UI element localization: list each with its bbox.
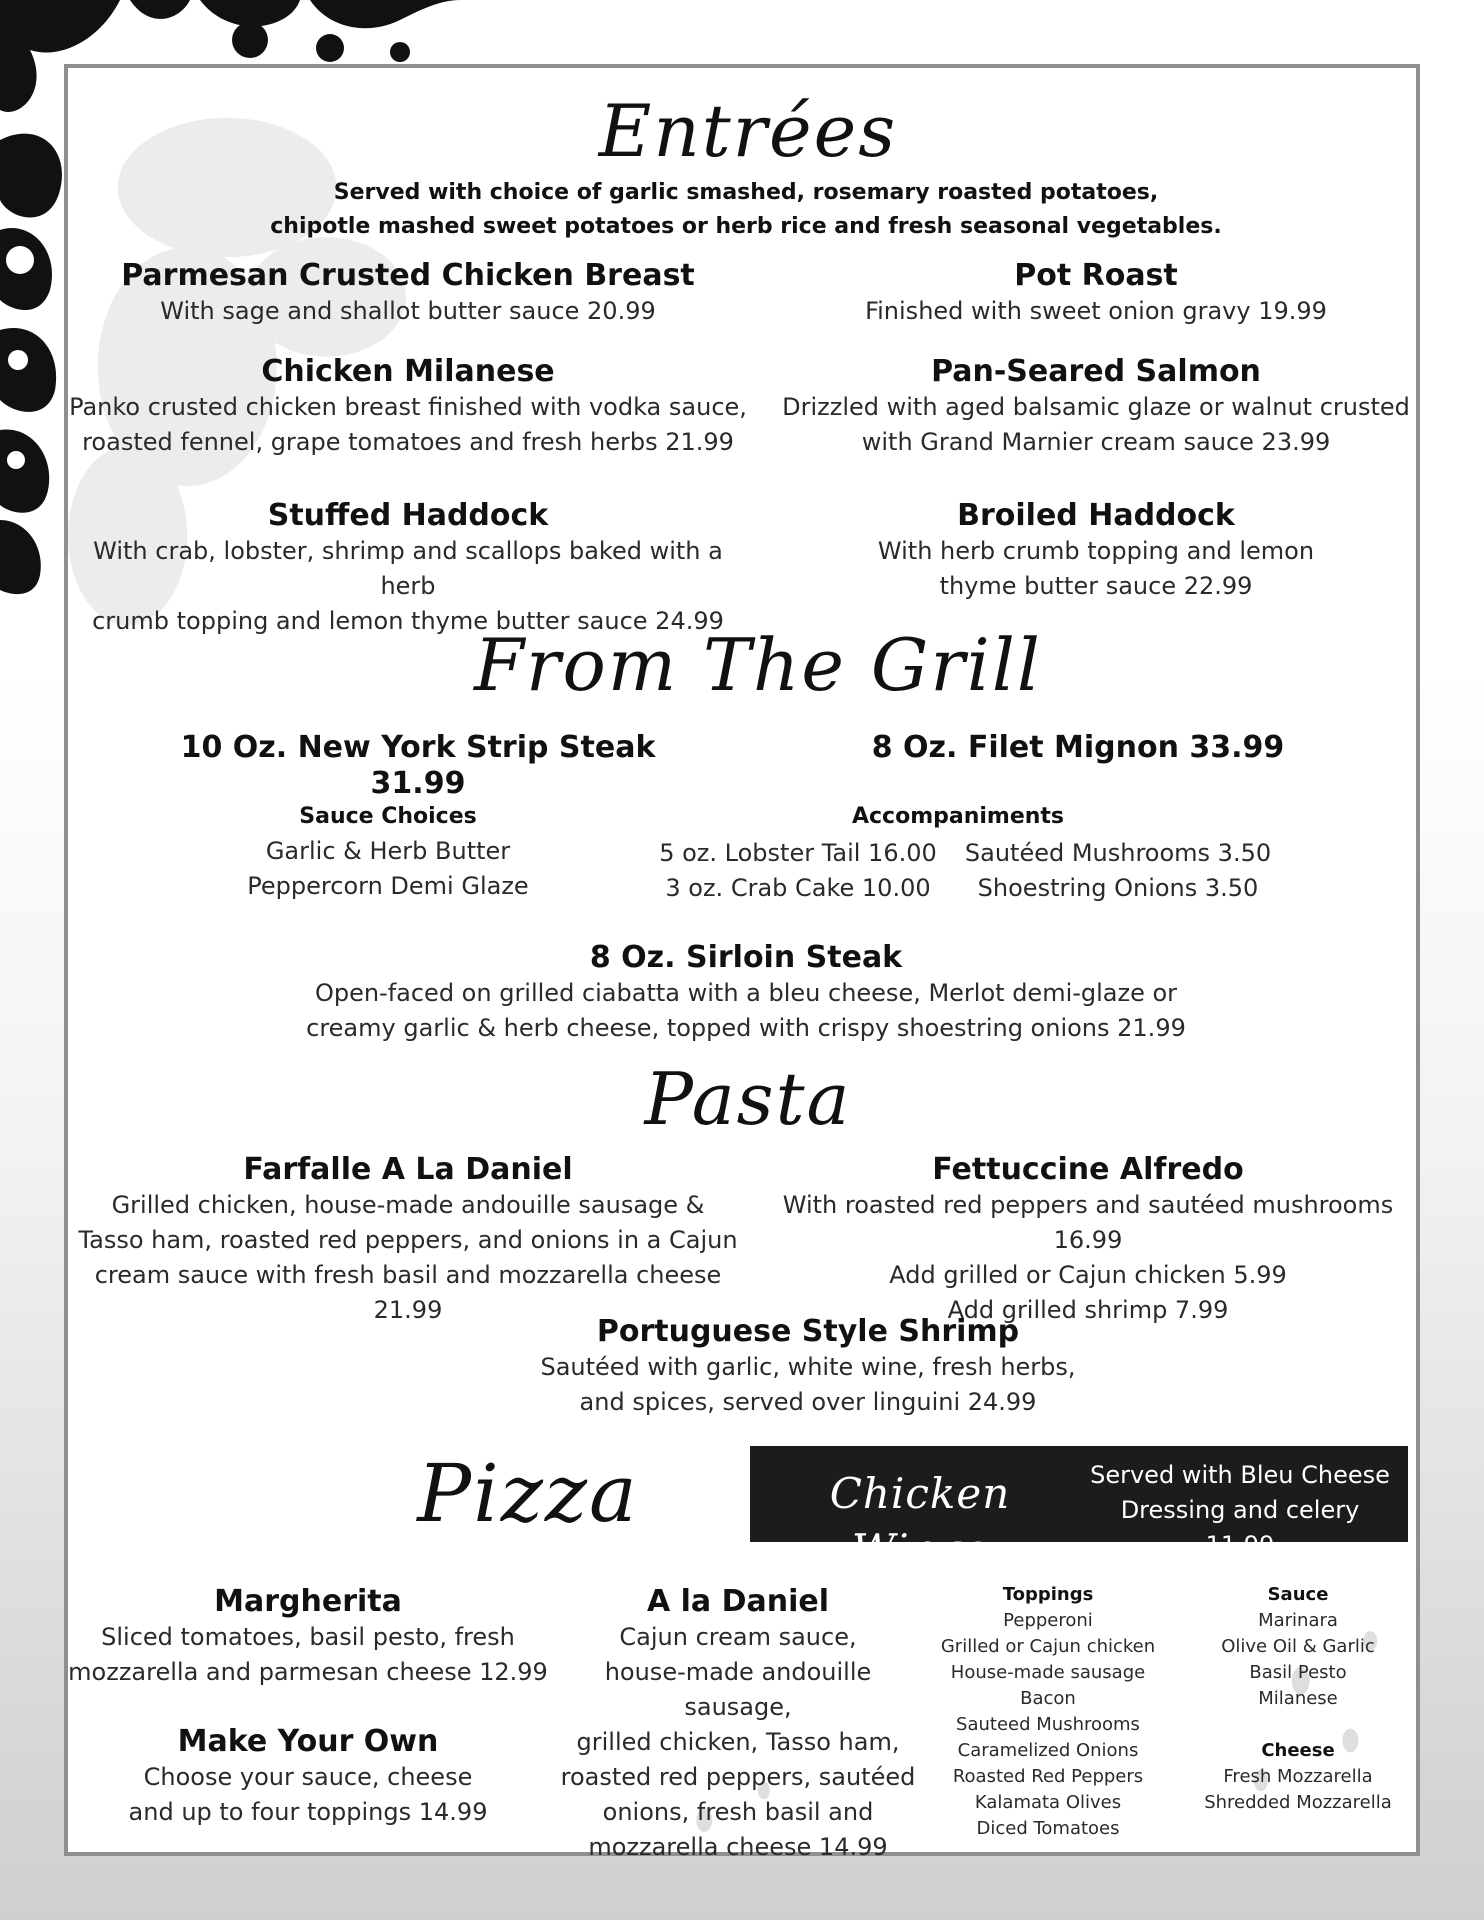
pasta-item-desc: cream sauce with fresh basil and mozzarella cheese 21.99: [94, 1261, 722, 1324]
chicken-wings-box: [750, 1446, 1408, 1574]
pizza-cheese-item: Fresh Mozzarella: [1223, 1766, 1373, 1787]
accompaniment: Shoestring Onions 3.50: [977, 874, 1259, 902]
entrees-intro-line2: chipotle mashed sweet potatoes or herb rice and fresh seasonal vegetables.: [270, 214, 1222, 239]
pizza-cheese-title: Cheese: [1261, 1740, 1335, 1761]
pasta-item: [758, 1152, 1418, 1328]
topping-item: Sauteed Mushrooms: [956, 1714, 1140, 1735]
pizza-item-desc: onions, fresh basil and: [602, 1798, 874, 1826]
entree-item-desc: with Grand Marnier cream sauce 23.99: [861, 428, 1331, 456]
entree-item-name: Parmesan Crusted Chicken Breast: [121, 258, 695, 293]
sauce-choice: Peppercorn Demi Glaze: [247, 872, 529, 900]
pasta-item: [68, 1152, 748, 1328]
pizza-item-desc: and up to four toppings 14.99: [128, 1798, 488, 1826]
pizza-item-desc: mozzarella and parmesan cheese 12.99: [68, 1658, 548, 1686]
pasta-item-desc: Sautéed with garlic, white wine, fresh herbs,: [540, 1353, 1076, 1381]
pasta-item-desc: Tasso ham, roasted red peppers, and onions in a Cajun: [78, 1226, 738, 1254]
topping-item: Roasted Red Peppers: [952, 1766, 1144, 1787]
entree-item-desc: With sage and shallot butter sauce 20.99: [160, 297, 656, 325]
pasta-item-name: Farfalle A La Daniel: [243, 1152, 573, 1187]
accompaniment: 5 oz. Lobster Tail 16.00: [659, 839, 937, 867]
pizza-item-desc: Cajun cream sauce,: [619, 1623, 857, 1651]
entree-item-name: Broiled Haddock: [957, 498, 1235, 533]
pasta-item-desc: Grilled chicken, house-made andouille sausage &: [111, 1191, 705, 1219]
pasta-item-name: Portuguese Style Shrimp: [596, 1314, 1020, 1349]
pizza-item: [68, 1724, 548, 1830]
pizza-item-name: Make Your Own: [177, 1724, 439, 1759]
entree-item-name: Chicken Milanese: [261, 354, 555, 389]
entree-item-desc: roasted fennel, grape tomatoes and fresh herbs 21.99: [82, 428, 734, 456]
entree-item-desc: Drizzled with aged balsamic glaze or walnut crusted: [782, 393, 1410, 421]
pasta-item-desc: Add grilled shrimp 7.99: [947, 1296, 1229, 1324]
accompaniment: Sautéed Mushrooms 3.50: [964, 839, 1272, 867]
menu-page: [64, 64, 1420, 1861]
pizza-sauce-item: Basil Pesto: [1249, 1662, 1347, 1683]
pizza-sauce-item: Marinara: [1258, 1610, 1338, 1631]
accompaniments-right: [948, 836, 1288, 906]
sauce-choice: Garlic & Herb Butter: [265, 837, 511, 865]
pizza-cheese-item: Shredded Mozzarella: [1204, 1792, 1392, 1813]
wings-heading: Chicken Wings: [829, 1469, 1011, 1574]
sirloin-desc: Open-faced on grilled ciabatta with a bleu cheese, Merlot demi-glaze or: [314, 979, 1178, 1007]
pasta-item: [408, 1314, 1208, 1420]
pizza-toppings: [928, 1582, 1168, 1842]
pizza-item-desc: house-made andouille sausage,: [604, 1658, 872, 1721]
entree-item-desc: With herb crumb topping and lemon: [877, 537, 1315, 565]
entree-item-desc: With crab, lobster, shrimp and scallops baked with a herb: [93, 537, 723, 600]
topping-item: House-made sausage: [950, 1662, 1146, 1683]
pasta-item-name: Fettuccine Alfredo: [932, 1152, 1244, 1187]
entree-item-name: Pan-Seared Salmon: [931, 354, 1261, 389]
pizza-sauce-item: Olive Oil & Garlic: [1221, 1636, 1375, 1657]
pizza-cheeses: [1178, 1738, 1418, 1816]
pizza-item-name: A la Daniel: [646, 1584, 830, 1619]
pizza-item-desc: roasted red peppers, sautéed: [560, 1763, 916, 1791]
topping-item: Diced Tomatoes: [976, 1818, 1120, 1839]
topping-item: Caramelized Onions: [957, 1740, 1139, 1761]
topping-item: Pepperoni: [1003, 1610, 1093, 1631]
entree-item-desc: Panko crusted chicken breast finished with vodka sauce,: [69, 393, 747, 421]
sauce-choices-title: Sauce Choices: [299, 804, 477, 829]
entrees-intro-line1: Served with choice of garlic smashed, rosemary roasted potatoes,: [333, 180, 1159, 205]
topping-item: Grilled or Cajun chicken: [940, 1636, 1156, 1657]
entree-item: [68, 258, 748, 329]
entree-item: [68, 354, 748, 460]
pizza-item: [68, 1584, 548, 1690]
entree-item-name: Stuffed Haddock: [267, 498, 549, 533]
accompaniment: 3 oz. Crab Cake 10.00: [665, 874, 931, 902]
wings-desc: Served with Bleu Cheese: [1090, 1461, 1390, 1489]
entree-item: [768, 498, 1424, 604]
entree-item-name: Pot Roast: [1014, 258, 1178, 293]
sirloin-item: [218, 940, 1274, 1046]
pizza-item-desc: Choose your sauce, cheese: [143, 1763, 473, 1791]
pizza-item: [548, 1584, 928, 1865]
entree-item-desc: thyme butter sauce 22.99: [939, 572, 1253, 600]
pizza-item-desc: Sliced tomatoes, basil pesto, fresh: [101, 1623, 515, 1651]
entree-item-desc: crumb topping and lemon thyme butter sauce 24.99: [92, 607, 724, 635]
sirloin-name: 8 Oz. Sirloin Steak: [589, 940, 903, 975]
pasta-item-desc: With roasted red peppers and sautéed mushrooms 16.99: [782, 1191, 1394, 1254]
entree-item: [768, 354, 1424, 460]
pizza-sauces: [1178, 1582, 1418, 1712]
pasta-item-desc: and spices, served over linguini 24.99: [579, 1388, 1037, 1416]
entree-item-desc: Finished with sweet onion gravy 19.99: [865, 297, 1327, 325]
sirloin-desc: creamy garlic & herb cheese, topped with crispy shoestring onions 21.99: [306, 1014, 1186, 1042]
accompaniments-left: [628, 836, 968, 906]
sauce-choices: [228, 800, 548, 904]
toppings-title: Toppings: [1002, 1584, 1094, 1605]
entree-item: [768, 258, 1424, 329]
pizza-item-desc: mozzarella cheese 14.99: [588, 1833, 888, 1861]
wings-desc: Dressing and celery 11.99: [1120, 1496, 1360, 1559]
pizza-sauce-item: Milanese: [1258, 1688, 1338, 1709]
entrees-heading: Entrées: [598, 89, 898, 173]
pizza-item-name: Margherita: [214, 1584, 402, 1619]
filet-mignon: 8 Oz. Filet Mignon 33.99: [871, 730, 1285, 765]
topping-item: Bacon: [1020, 1688, 1076, 1709]
pasta-item-desc: Add grilled or Cajun chicken 5.99: [889, 1261, 1287, 1289]
pizza-sauce-title: Sauce: [1267, 1584, 1329, 1605]
pizza-item-desc: grilled chicken, Tasso ham,: [576, 1728, 900, 1756]
accompaniments-title: Accompaniments: [851, 804, 1065, 829]
topping-item: Kalamata Olives: [974, 1792, 1122, 1813]
strip-steak: 10 Oz. New York Strip Steak 31.99: [180, 730, 656, 801]
entree-item: [68, 498, 748, 639]
pizza-heading: Pizza: [417, 1447, 639, 1540]
pasta-heading: Pasta: [644, 1057, 852, 1141]
grill-heading: From The Grill: [474, 623, 1042, 707]
